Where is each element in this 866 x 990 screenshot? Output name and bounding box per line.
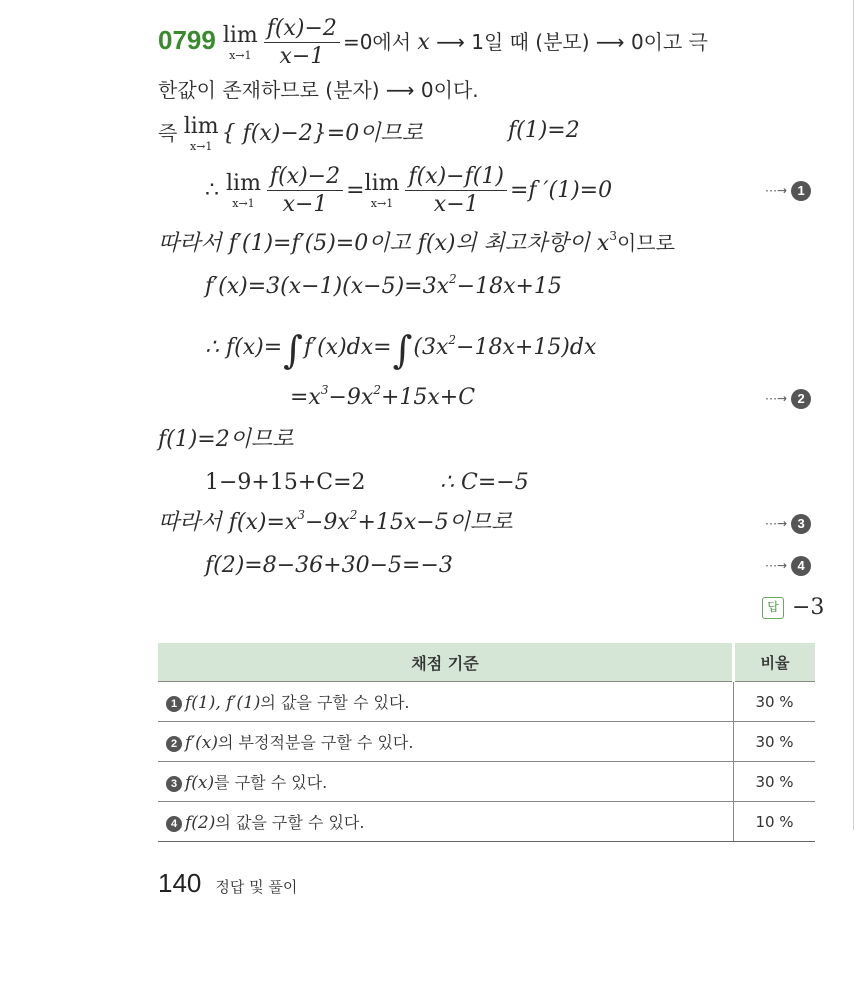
solution-line-3: 즉 lim x→1 { f(x)−2}=0이므로 (158, 114, 423, 153)
fraction: $\frac{f(x)-2}{x-1}$ (264, 18, 340, 68)
integral-sign: ∫ (392, 328, 413, 372)
solution-line-6: $f'(x)=3(x-1)(x-5)=3x^2-18x+15$ (205, 272, 562, 299)
solution-line-7: ∴ $f(x)=\int f'(x)dx=\int(3x^2-18x+15)dx$ (205, 328, 597, 372)
page-margin-rule (853, 0, 854, 830)
step-mark-3: ⋯→ 3 (765, 514, 811, 534)
solution-line-1: 0799 lim x→1 $\frac{f(x)-2}{x-1}$ =0에서 x ⟶ 1일 때 (분모) ⟶ 0이고 극 (158, 16, 708, 69)
solution-line-8: $=x^3-9x^2+15x+C$ (290, 383, 476, 410)
integral-sign: ∫ (283, 328, 303, 372)
fraction: $\frac{f(x)-2}{x-1}$ (267, 166, 343, 216)
answer-badge: 답 (762, 597, 784, 619)
page-title: 정답 및 풀이 (215, 878, 298, 896)
solution-line-10: 1−9+15+C=2 (205, 470, 366, 495)
table-row: 4 f(2)의 값을 구할 수 있다. 10 % (158, 802, 815, 842)
solution-line-4: ∴ lim x→1 $\frac{f(x)-2}{x-1}$ = lim x→1 $\frac{f(x)-f(1)}{x-1}$ =f ′(1)=0 (205, 164, 613, 217)
step-mark-icon: 2 (166, 736, 182, 752)
header-criteria: 채점 기준 (158, 643, 734, 682)
solution-line-10-result: ∴ C=−5 (440, 470, 529, 495)
limit-operator: lim x→1 (183, 114, 219, 153)
step-mark-4: ⋯→ 4 (765, 556, 811, 576)
step-mark-1: ⋯→ 1 (765, 181, 811, 201)
solution-line-12: f(2)=8−36+30−5=−3 (205, 553, 453, 578)
table-row: 3 f(x)를 구할 수 있다. 30 % (158, 762, 815, 802)
solution-line-3-result: f(1)=2 (508, 118, 580, 143)
fraction: $\frac{f(x)-f(1)}{x-1}$ (405, 166, 506, 216)
answer-value: −3 (792, 595, 825, 620)
solution-line-9: f(1)=2이므로 (158, 427, 294, 452)
answer (762, 595, 824, 620)
scoring-criteria-table (158, 643, 815, 842)
page-number: 140 (158, 868, 202, 898)
solution-line-11: 따라서 $f(x)=x^3-9x^2+15x-5$이므로 (158, 508, 513, 535)
step-mark-icon: 1 (166, 696, 182, 712)
table-row: 1 f(1), f′(1)의 값을 구할 수 있다. 30 % (158, 682, 815, 722)
limit-operator: lim x→1 (226, 171, 261, 210)
limit-operator: lim x→1 (222, 23, 258, 62)
solution-line-5: 따라서 f′(1)=f′(5)=0이고 f(x)의 최고차항이 $x^3$이므로 (158, 229, 675, 256)
step-mark-icon: 4 (166, 816, 182, 832)
header-ratio: 비율 (734, 643, 816, 682)
solution-line-2: 한값이 존재하므로 (분자) ⟶ 0이다. (158, 78, 479, 102)
step-mark-icon: 3 (166, 776, 182, 792)
step-mark-2: ⋯→ 2 (765, 389, 811, 409)
problem-number: 0799 (158, 25, 216, 55)
page-footer (158, 868, 297, 899)
limit-operator: lim x→1 (364, 171, 400, 210)
table-row: 2 f′(x)의 부정적분을 구할 수 있다. 30 % (158, 722, 815, 762)
table-header-row (158, 643, 815, 682)
